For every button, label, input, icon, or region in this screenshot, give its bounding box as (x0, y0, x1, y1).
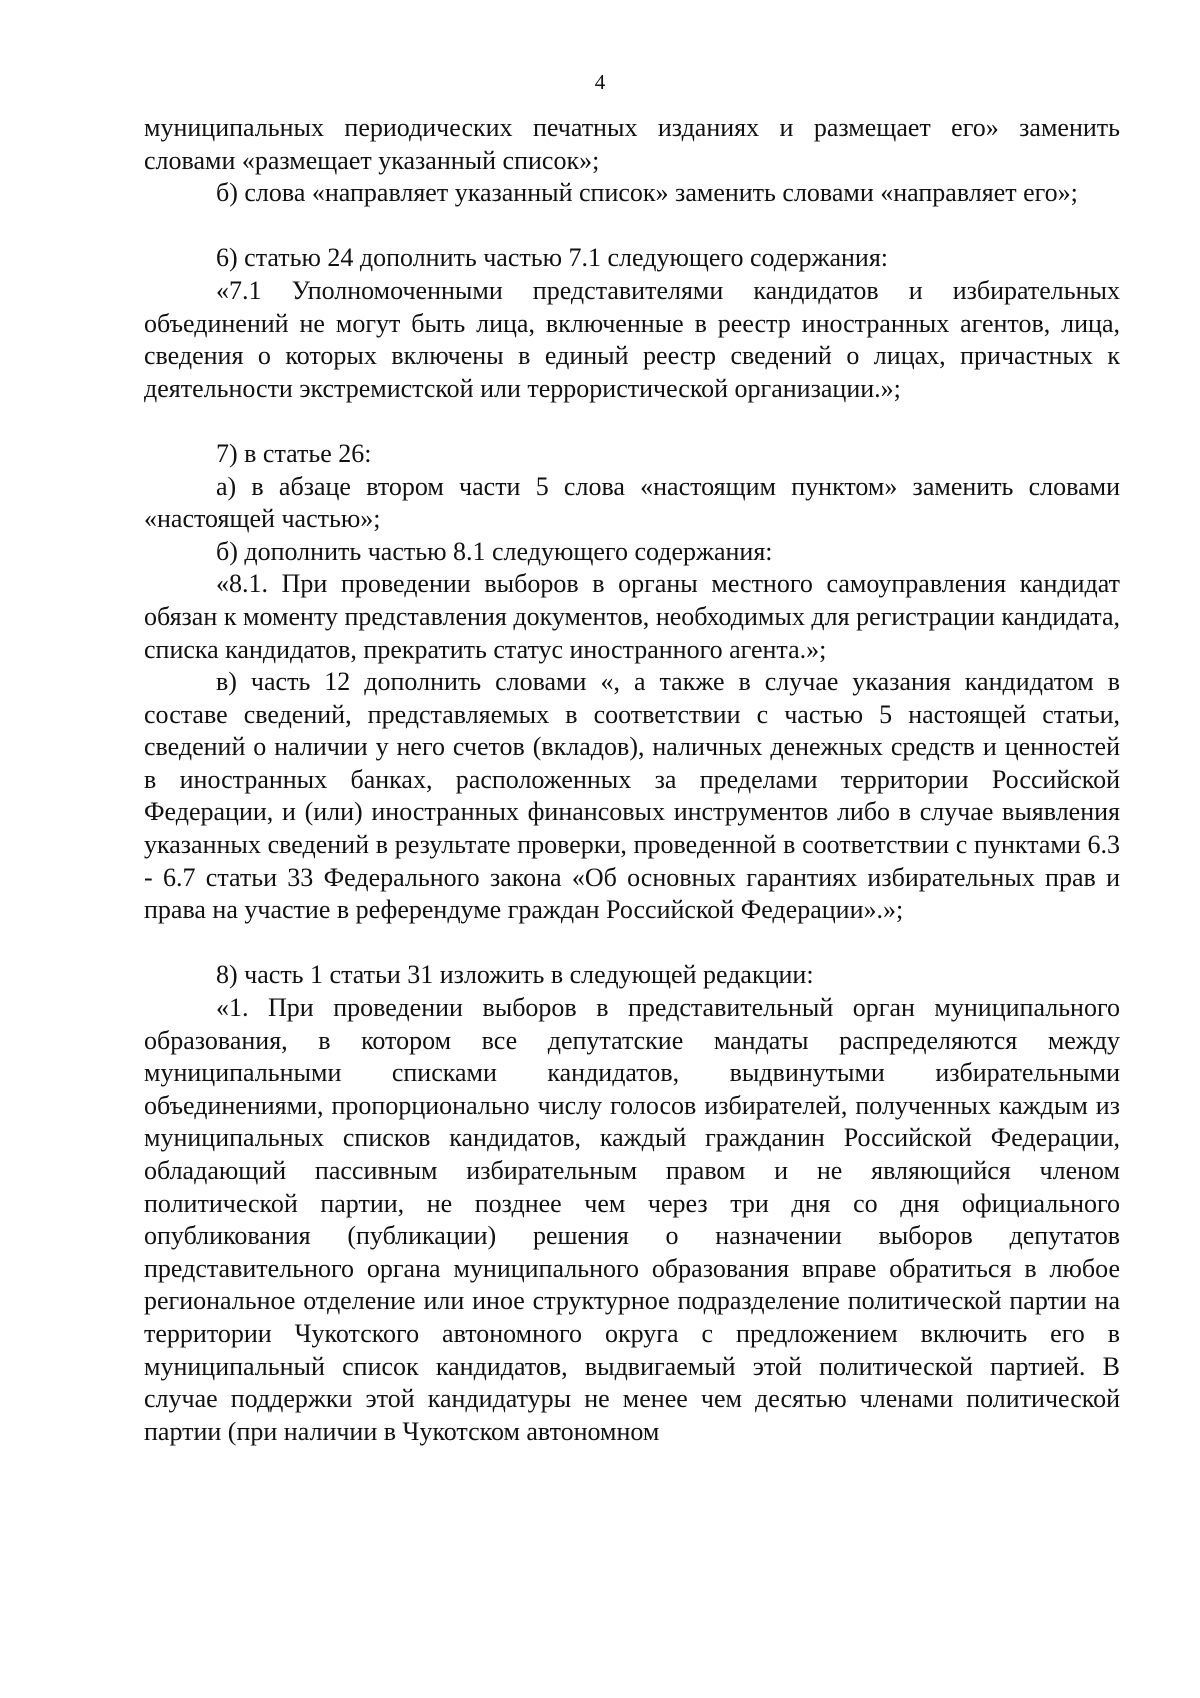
paragraph: а) в абзаце втором части 5 слова «настоящим пунктом» заменить словами «настоящей частью»; (144, 471, 1120, 534)
paragraph-spacer (144, 210, 1120, 243)
document-body (144, 112, 1120, 1448)
paragraph: «7.1 Уполномоченными представителями кандидатов и избирательных объединений не могут быть лица, включенные в реестр иностранных агентов, лица, сведения о которых включены в единый реестр сведений о лицах, причастных к деятельности экстремистской или террористической организации.»; (144, 275, 1120, 403)
paragraph: б) дополнить частью 8.1 следующего содержания: (216, 536, 773, 566)
paragraph-spacer (144, 405, 1120, 438)
paragraph: муниципальных периодических печатных изданиях и размещает его» заменить словами «размещает указанный список»; (144, 113, 1120, 175)
paragraph: «1. При проведении выборов в представительный орган муниципального образования, в котором все депутатские мандаты распределяются между муниципальными списками кандидатов, выдвинутыми избирательными объединениями, пропорционально числу голосов избирателей, полученных каждым из муниципальных списков кандидатов, каждый гражданин Российской Федерации, обладающий пассивным избирательным правом и не являющийся членом политической партии, не позднее чем через три дня со дня официального опубликования (публикации) решения о назначении выборов депутатов представительного органа муниципального образования вправе обратиться в любое региональное отделение или иное структурное подразделение политической партии на территории Чукотского автономного округа с предложением включить его в муниципальный список кандидатов, выдвигаемый этой политической партией. В случае поддержки этой кандидатуры не менее чем десятью членами политической партии (при наличии в Чукотском автономном (144, 993, 1120, 1446)
paragraph: в) часть 12 дополнить словами «, а также в случае указания кандидатом в составе сведений, представляемых в соответствии с частью 5 настоящей статьи, сведений о наличии у него счетов (вкладов), наличных денежных средств и ценностей в иностранных банках, расположенных за пределами территории Российской Федерации, и (или) иностранных финансовых инструментов либо в случае выявления указанных сведений в результате проверки, проведенной в соответствии с пунктами 6.3 - 6.7 статьи 33 Федерального закона «Об основных гарантиях избирательных прав и права на участие в референдуме граждан Российской Федерации».»; (144, 667, 1120, 925)
paragraph: 8) часть 1 статьи 31 изложить в следующей редакции: (216, 960, 814, 990)
page-number: 4 (594, 70, 606, 94)
paragraph: «8.1. При проведении выборов в органы местного самоуправления кандидат обязан к моменту представления документов, необходимых для регистрации кандидата, списка кандидатов, прекратить статус иностранного агента.»; (144, 569, 1120, 664)
paragraph: б) слова «направляет указанный список» заменить словами «направляет его»; (216, 178, 1078, 208)
paragraph: 7) в статье 26: (216, 438, 372, 468)
paragraph-spacer (144, 927, 1120, 960)
paragraph: 6) статью 24 дополнить частью 7.1 следующего содержания: (216, 243, 889, 273)
